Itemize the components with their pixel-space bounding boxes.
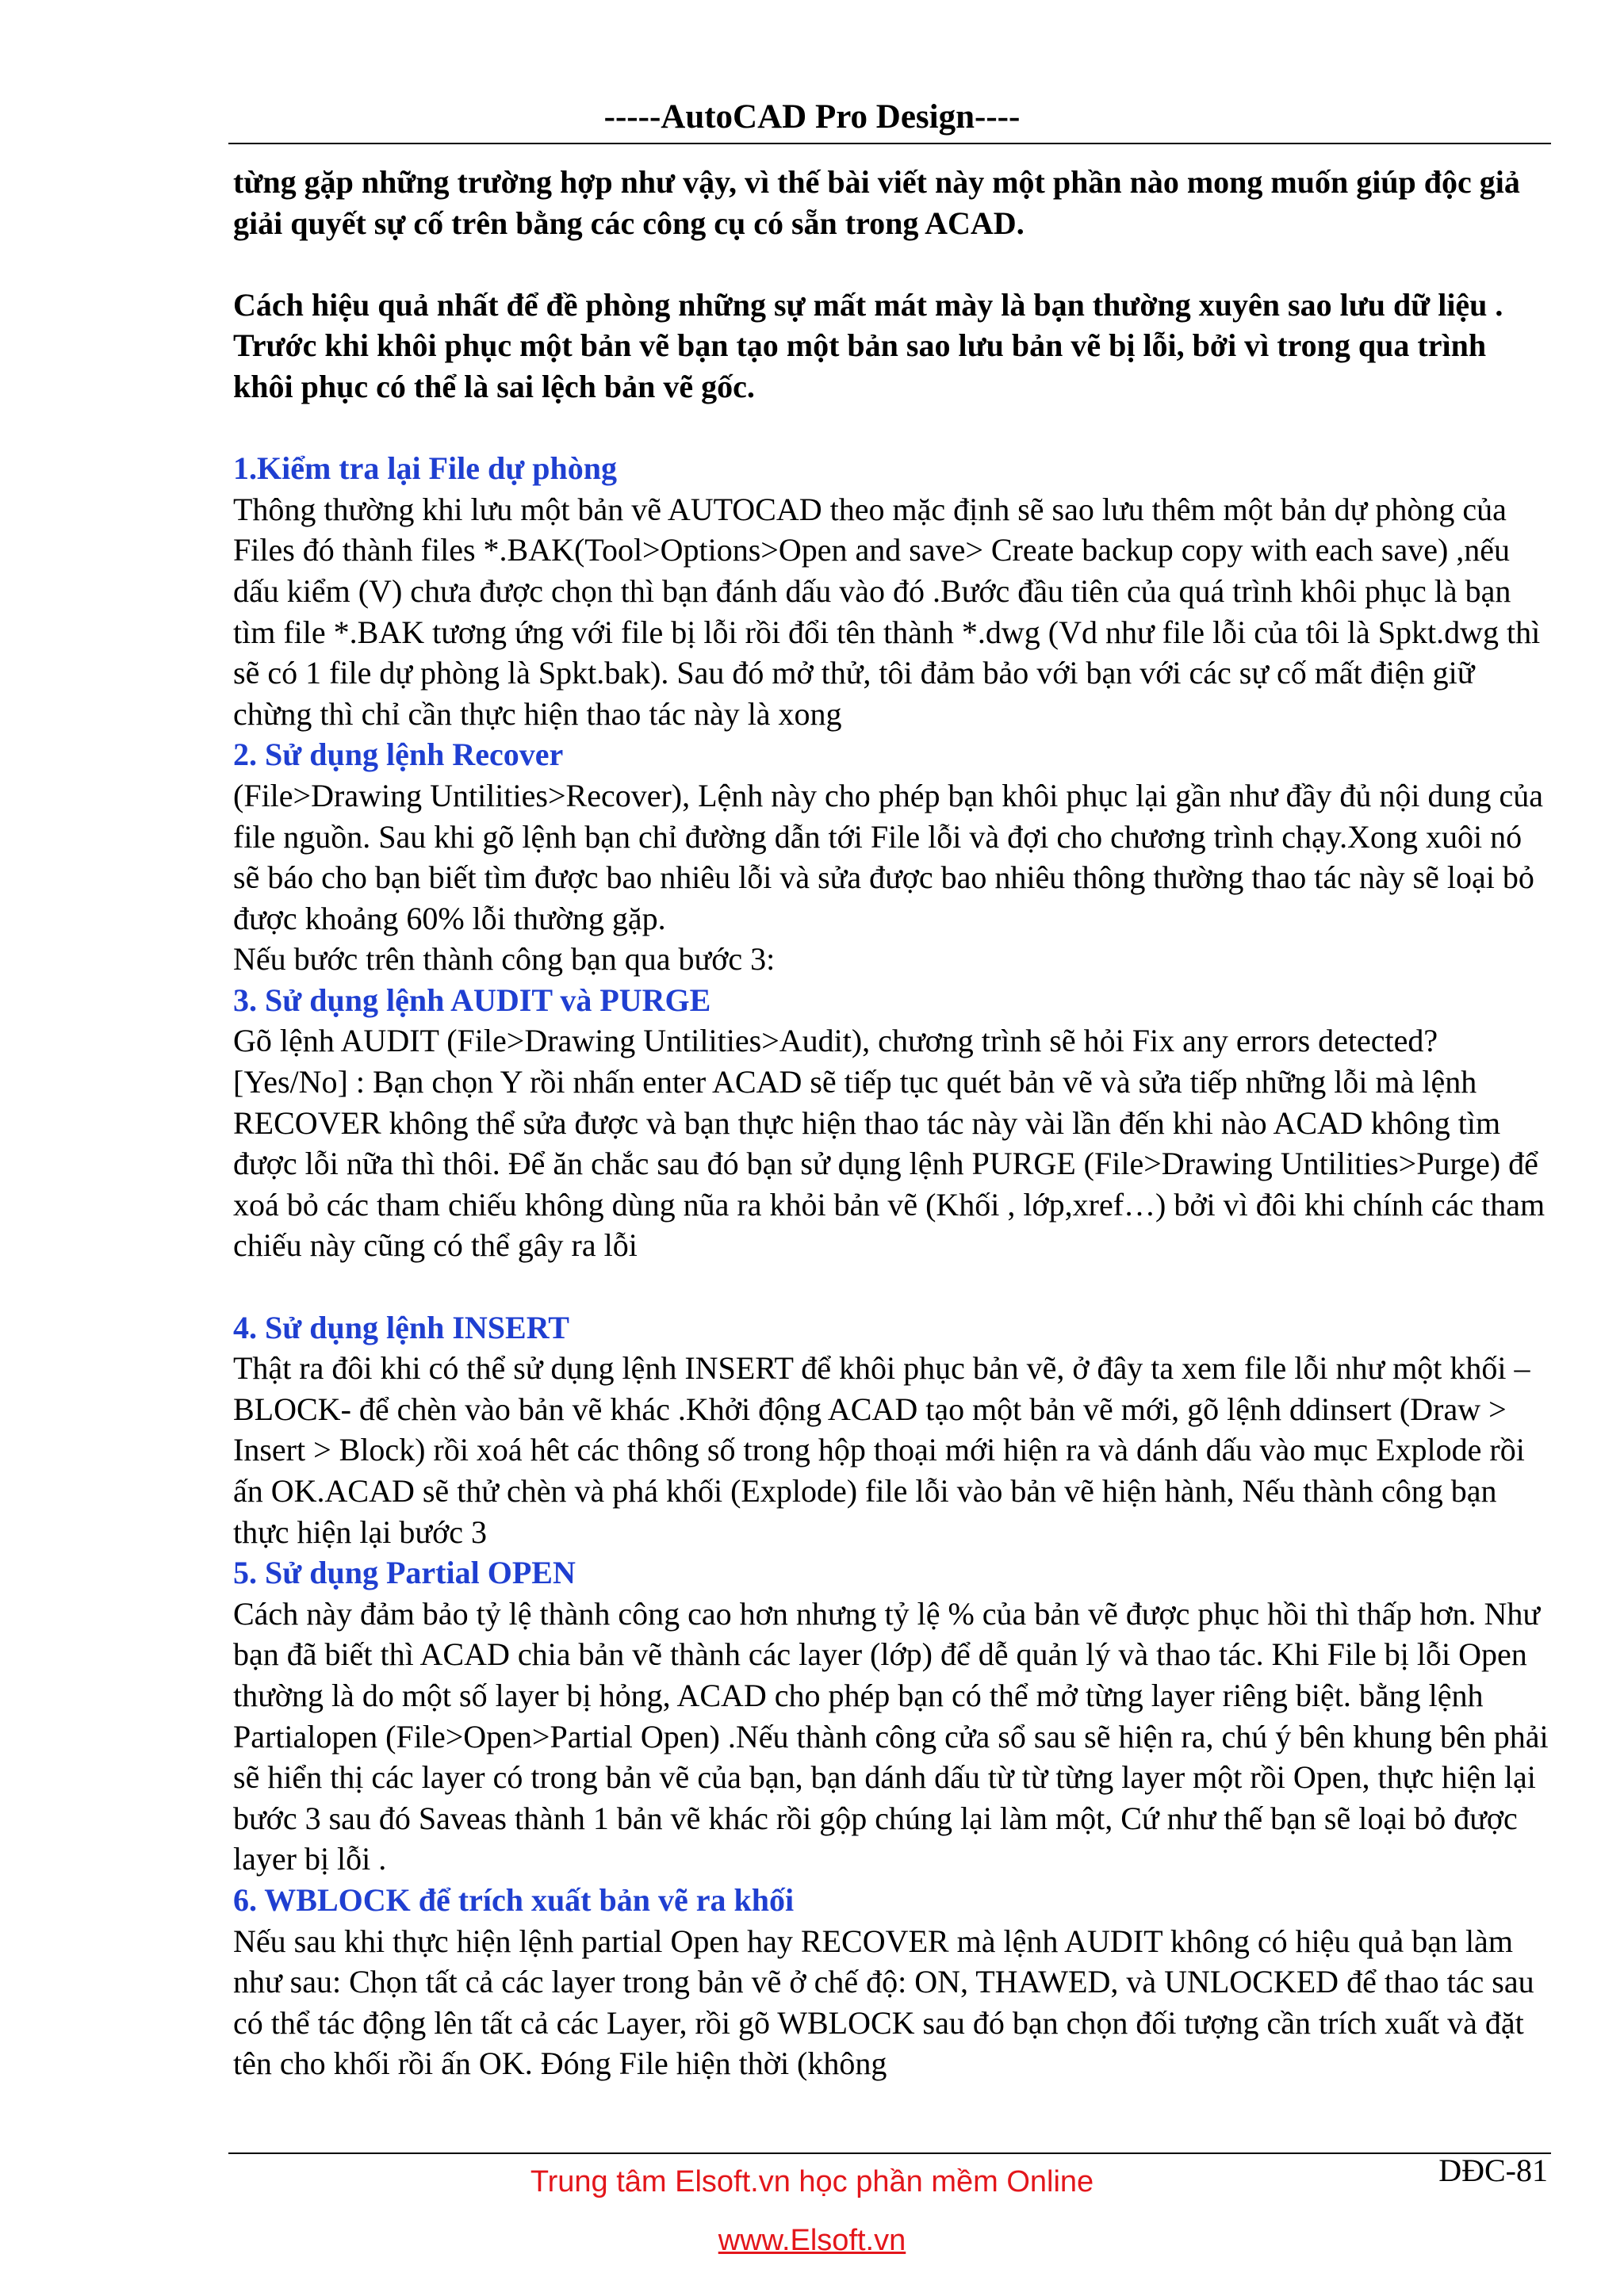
header-divider	[228, 143, 1551, 144]
paragraph-spacer	[233, 1266, 1553, 1307]
footer-website-link[interactable]: www.Elsoft.vn	[718, 2224, 906, 2257]
section-heading-3: 3. Sử dụng lệnh AUDIT và PURGE	[233, 982, 711, 1018]
main-content	[233, 162, 1553, 2084]
page-header-title: -----AutoCAD Pro Design----	[603, 98, 1021, 136]
section-heading-2: 2. Sử dụng lệnh Recover	[233, 737, 564, 773]
paragraph-spacer	[233, 243, 1553, 285]
paragraph-spacer	[233, 408, 1553, 449]
intro-paragraph-2: Cách hiệu quả nhất để đề phòng những sự mất mát mày là bạn thường xuyên sao lưu dữ liệu . Trước khi khôi phục một bản vẽ bạn tạo một bản sao lưu bản vẽ bị lỗi, bởi vì trong qua trình khôi phục có thể là sai lệch bản vẽ gốc.	[233, 286, 1503, 404]
section-heading-5: 5. Sử dụng Partial OPEN	[233, 1555, 576, 1591]
section-body-2-note: Nếu bước trên thành công bạn qua bước 3:	[233, 941, 776, 978]
footer-center-text: Trung tâm Elsoft.vn học phần mềm Online	[530, 2165, 1094, 2198]
section-body-6: Nếu sau khi thực hiện lệnh partial Open hay RECOVER mà lệnh AUDIT không có hiệu quả bạn làm như sau: Chọn tất cả các layer trong bản vẽ ở chế độ: ON, THAWED, và UNLOCKED để thao tác sau có thể tác động lên tất cả các Layer, rồi gõ WBLOCK sau đó bạn chọn đối tượng cần trích xuất và đặt tên cho khối rồi ấn OK. Đóng File hiện thời (không	[233, 1923, 1534, 2082]
section-body-5: Cách này đảm bảo tỷ lệ thành công cao hơn nhưng tỷ lệ % của bản vẽ được phục hồi thì thấp hơn. Như bạn đã biết thì ACAD chia bản vẽ thành các layer (lớp) để dễ quản lý và thao tác. Khi File bị lỗi Open thường là do một số layer bị hỏng, ACAD cho phép bạn có thể mở từng layer riêng biệt. bằng lệnh Partialopen (File>Open>Partial Open) .Nếu thành công cửa sổ sau sẽ hiện ra, chú ý bên khung bên phải sẽ hiển thị các layer có trong bản vẽ của bạn, bạn dánh dấu từ từ từng layer một rồi Open, thực hiện lại bước 3 sau đó Saveas thành 1 bản vẽ khác rồi gộp chúng lại làm một, Cứ như thế bạn sẽ loại bỏ được layer bị lỗi .	[233, 1595, 1549, 1877]
section-body-1: Thông thường khi lưu một bản vẽ AUTOCAD theo mặc định sẽ sao lưu thêm một bản dự phòng của Files đó thành files *.BAK(Tool>Options>Open and save> Create backup copy with each save) ,nếu dấu kiểm (V) chưa được chọn thì bạn đánh dấu vào đó .Bước đầu tiên của quá trình khôi phục là bạn tìm file *.BAK tương ứng với file bị lỗi rồi đổi tên thành *.dwg (Vd như file lỗi của tôi là Spkt.dwg thì sẽ có 1 file dự phòng là Spkt.bak). Sau đó mở thử, tôi đảm bảo với bạn với các sự cố mất điện giữ chừng thì chỉ cần thực hiện thao tác này là xong	[233, 491, 1541, 732]
section-body-3: Gõ lệnh AUDIT (File>Drawing Untilities>Audit), chương trình sẽ hỏi Fix any errors detected? [Yes/No] : Bạn chọn Y rồi nhấn enter ACAD sẽ tiếp tục quét bản vẽ và sửa tiếp những lỗi mà lệnh RECOVER không thể sửa được và bạn thực hiện thao tác này vài lần đến khi nào ACAD không tìm được lỗi nữa thì thôi. Để ăn chắc sau đó bạn sử dụng lệnh PURGE (File>Drawing Untilities>Purge) để xoá bỏ các tham chiếu không dùng nũa ra khỏi bản vẽ (Khối , lớp,xref…) bởi vì đôi khi chính các tham chiếu này cũng có thể gây ra lỗi	[233, 1023, 1545, 1264]
section-heading-1: 1.Kiểm tra lại File dự phòng	[233, 450, 618, 487]
footer-divider	[228, 2152, 1551, 2154]
section-heading-4: 4. Sử dụng lệnh INSERT	[233, 1309, 569, 1345]
section-body-4: Thật ra đôi khi có thể sử dụng lệnh INSERT để khôi phục bản vẽ, ở đây ta xem file lỗi như một khối – BLOCK- để chèn vào bản vẽ khác .Khởi động ACAD tạo một bản vẽ mới, gõ lệnh ddinsert (Draw > Insert > Block) rồi xoá hêt các thông số trong hộp thoại mới hiện ra và dánh dấu vào mục Explode rồi ấn OK.ACAD sẽ thử chèn và phá khối (Explode) file lỗi vào bản vẽ hiện hành, Nếu thành công bạn thực hiện lại bước 3	[233, 1350, 1530, 1550]
section-heading-6: 6. WBLOCK để trích xuất bản vẽ ra khối	[233, 1881, 795, 1918]
section-body-2: (File>Drawing Untilities>Recover), Lệnh này cho phép bạn khôi phục lại gần như đầy đủ nội dung của file nguồn. Sau khi gõ lệnh bạn chỉ đường dẫn tới File lỗi và đợi cho chương trình chạy.Xong xuôi nó sẽ báo cho bạn biết tìm được bao nhiêu lỗi và sửa được bao nhiêu thông thường thao tác này sẽ loại bỏ được khoảng 60% lỗi thường gặp.	[233, 777, 1543, 936]
intro-paragraph-1: từng gặp những trường hợp như vậy, vì thế bài viết này một phần nào mong muốn giúp độc giả giải quyết sự cố trên bằng các công cụ có sẵn trong ACAD.	[233, 164, 1520, 241]
page-number: DĐC-81	[1438, 2152, 1548, 2188]
